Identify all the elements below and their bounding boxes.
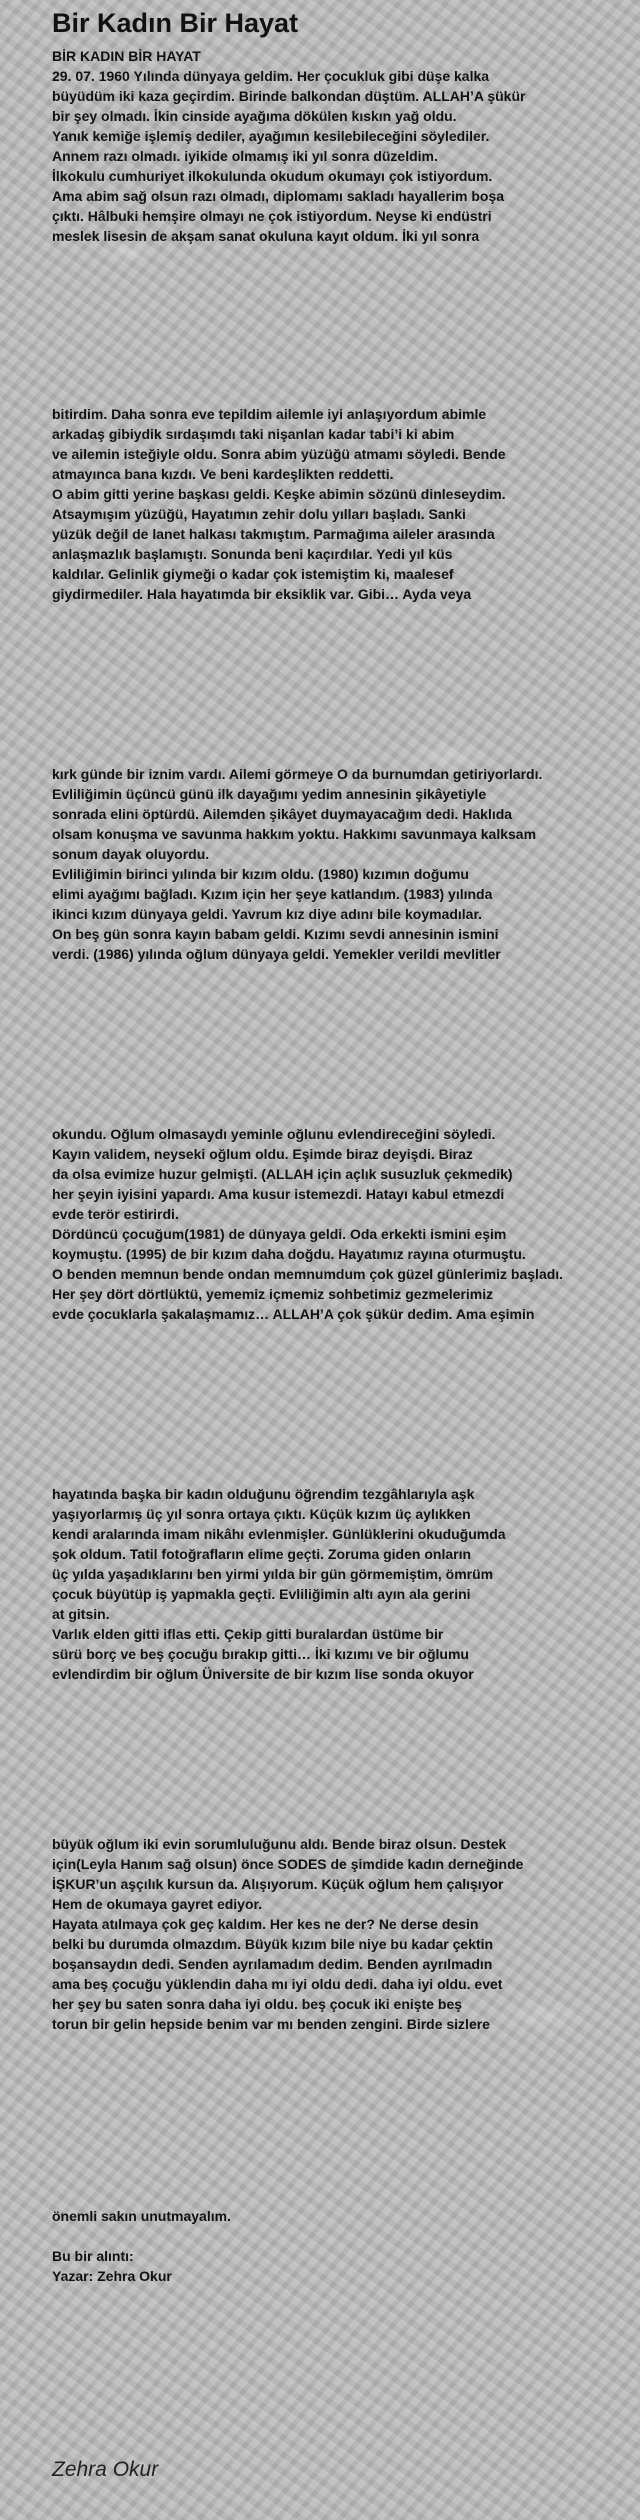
text-line: Hem de okumaya gayret ediyor. (52, 1896, 263, 1912)
text-line: torun bir gelin hepside benim var mı benden zengini. Birde sizlere (52, 2016, 490, 2032)
text-line: ve ailemin isteğiyle oldu. Sonra abim yüzüğü atmamı söyledi. Bende (52, 446, 506, 462)
text-line: büyük oğlum iki evin sorumluluğunu aldı. Bende biraz olsun. Destek (52, 1836, 507, 1852)
text-line: üç yılda yaşadıklarını ben yirmi yılda bir gün görmemiştim, ömrüm (52, 1566, 494, 1582)
text-line: çıktı. Hâlbuki hemşire olmayı ne çok istiyordum. Neyse ki endüstri (52, 208, 492, 224)
text-line: da olsa evimize huzur gelmişti. (ALLAH için açlık susuzluk çekmedik) (52, 1166, 513, 1182)
text-line: Evliliğimin üçüncü günü ilk dayağımı yedim annesinin şikâyetiyle (52, 786, 487, 802)
text-line: evde çocuklarla şakalaşmamız… ALLAH’A çok şükür dedim. Ama eşimin (52, 1306, 535, 1322)
text-line: çocuk büyütüp iş yapmakla geçti. Evliliğimin altı ayın ala gerini (52, 1586, 471, 1602)
text-line: O benden memnun bende ondan memnumdum çok güzel günlerimiz başladı. (52, 1266, 564, 1282)
text-line: kaldılar. Gelinlik giymeği o kadar çok istemiştim ki, maalesef (52, 566, 454, 582)
text-line: sürü borç ve beş çocuğu bırakıp gitti… İki kızımı ve bir oğlumu (52, 1646, 469, 1662)
poem-subtitle: BİR KADIN BİR HAYAT (52, 48, 201, 64)
text-line (52, 2226, 640, 2246)
text-line: elimi ayağımı bağladı. Kızım için her şeye katlandım. (1983) yılında (52, 886, 493, 902)
poem-title: Bir Kadın Bir Hayat (52, 8, 299, 38)
text-line: Bu bir alıntı: (52, 2248, 134, 2264)
text-line: sonum dayak oluyordu. (52, 846, 210, 862)
text-block-7 (52, 2206, 640, 2286)
text-line: her şeyin iyisini yapardı. Ama kusur istemezdi. Hatayı kabul etmezdi (52, 1186, 505, 1202)
text-line: at gitsin. (52, 1606, 110, 1622)
text-line: koymuştu. (1995) de bir kızım daha doğdu. Hayatımız rayına oturmuştu. (52, 1246, 526, 1262)
text-line: kırk günde bir iznim vardı. Ailemi görmeye O da burnumdan getiriyorlardı. (52, 766, 543, 782)
text-line: yüzük değil de lanet halkası takmıştım. Parmağıma aileler arasında (52, 526, 495, 542)
text-line: sonrada elini öptürdü. Ailemden şikâyet duymayacağım dedi. Haklıda (52, 806, 513, 822)
text-line: hayatında başka bir kadın olduğunu öğrendim tezgâhlarıyla aşk (52, 1486, 475, 1502)
text-line: şok oldum. Tatil fotoğrafların elime geçti. Zoruma giden onların (52, 1546, 472, 1562)
text-line: Yazar: Zehra Okur (52, 2268, 172, 2284)
text-line: Evliliğimin birinci yılında bir kızım oldu. (1980) kızımın doğumu (52, 866, 469, 882)
text-block-5 (52, 1484, 640, 1684)
text-line: Varlık elden gitti iflas etti. Çekip gitti buralardan üstüme bir (52, 1626, 444, 1642)
text-block-3 (52, 764, 640, 964)
text-line: evlendirdim bir oğlum Üniversite de bir kızım lise sonda okuyor (52, 1666, 474, 1682)
text-line: arkadaş gibiydik sırdaşımdı taki nişanlan kadar tabi’i ki abim (52, 426, 455, 442)
text-line: önemli sakın unutmayalım. (52, 2208, 231, 2224)
text-line: için(Leyla Hanım sağ olsun) önce SODES de şimdide kadın derneğinde (52, 1856, 524, 1872)
text-line: Hayata atılmaya çok geç kaldım. Her kes ne der? Ne derse desin (52, 1916, 479, 1932)
text-line: anlaşmazlık başlamıştı. Sonunda beni kaçırdılar. Yedi yıl küs (52, 546, 453, 562)
text-line: her şey bu saten sonra daha iyi oldu. beş çocuk iki enişte beş (52, 1996, 463, 2012)
text-block-1 (52, 66, 640, 246)
text-line: Kayın validem, neyseki oğlum oldu. Eşimde biraz deyişdi. Biraz (52, 1146, 473, 1162)
text-line: O abim gitti yerine başkası geldi. Keşke abimin sözünü dinleseydim. (52, 486, 506, 502)
text-line: okundu. Oğlum olmasaydı yeminle oğlunu evlendireceğini söyledi. (52, 1126, 496, 1142)
text-line: Annem razı olmadı. iyikide olmamış iki yıl sonra düzeldim. (52, 148, 438, 164)
text-block-2 (52, 404, 640, 604)
text-line: atmayınca bana kızdı. Ve beni kardeşlikten reddetti. (52, 466, 394, 482)
text-block-4 (52, 1124, 640, 1324)
text-line: On beş gün sonra kayın babam geldi. Kızımı sevdi annesinin ismini (52, 926, 499, 942)
text-line: meslek lisesin de akşam sanat okuluna kayıt oldum. İki yıl sonra (52, 228, 480, 244)
text-line: belki bu durumda olmazdım. Büyük kızım bile niye bu kadar çektin (52, 1936, 494, 1952)
text-line: ama beş çocuğu yüklendin daha mı iyi oldu dedi. daha iyi oldu. evet (52, 1976, 503, 1992)
text-line: Atsaymışım yüzüğü, Hayatımın zehir dolu yılları başladı. Sanki (52, 506, 466, 522)
text-line: Yanık kemiğe işlemiş dediler, ayağımın kesilebileceğini söylediler. (52, 128, 490, 144)
text-line: bitirdim. Daha sonra eve tepildim ailemle iyi anlaşıyordum abimle (52, 406, 487, 422)
text-line: yaşıyorlarmış üç yıl sonra ortaya çıktı. Küçük kızım üç aylıkken (52, 1506, 471, 1522)
text-line: İlkokulu cumhuriyet ilkokulunda okudum okumayı çok istiyordum. (52, 168, 493, 184)
text-line: giydirmediler. Hala hayatımda bir eksiklik var. Gibi… Ayda veya (52, 586, 472, 602)
text-line: büyüdüm iki kaza geçirdim. Birinde balkondan düştüm. ALLAH’A şükür (52, 88, 526, 104)
text-line: bir şey olmadı. İkin cinside ayağıma dökülen kıskın yağ oldu. (52, 108, 457, 124)
text-line: Her şey dört dörtlüktü, yememiz içmemiz sohbetimiz gezmelerimiz (52, 1286, 494, 1302)
text-line: 29. 07. 1960 Yılında dünyaya geldim. Her çocukluk gibi düşe kalka (52, 68, 490, 84)
text-line: boşansaydın dedi. Senden ayrılamadım dedim. Benden ayrılmadın (52, 1956, 493, 1972)
text-line: kendi aralarında imam nikâhı evlenmişler. Günlüklerini okuduğumda (52, 1526, 506, 1542)
text-line: olsam konuşma ve savunma hakkım yoktu. Hakkımı savunmaya kalksam (52, 826, 537, 842)
text-block-6 (52, 1834, 640, 2034)
author-signature: Zehra Okur (52, 2458, 159, 2481)
text-line: Ama abim sağ olsun razı olmadı, diplomamı sakladı hayallerim boşa (52, 188, 505, 204)
text-line: İŞKUR’un aşçılık kursun da. Alışıyorum. Küçük oğlum hem çalışıyor (52, 1876, 504, 1892)
text-line: verdi. (1986) yılında oğlum dünyaya geldi. Yemekler verildi mevlitler (52, 946, 501, 962)
text-line: ikinci kızım dünyaya geldi. Yavrum kız diye adını bile koymadılar. (52, 906, 483, 922)
text-line: evde terör estirirdi. (52, 1206, 179, 1222)
text-line: Dördüncü çocuğum(1981) de dünyaya geldi. Oda erkekti ismini eşim (52, 1226, 507, 1242)
